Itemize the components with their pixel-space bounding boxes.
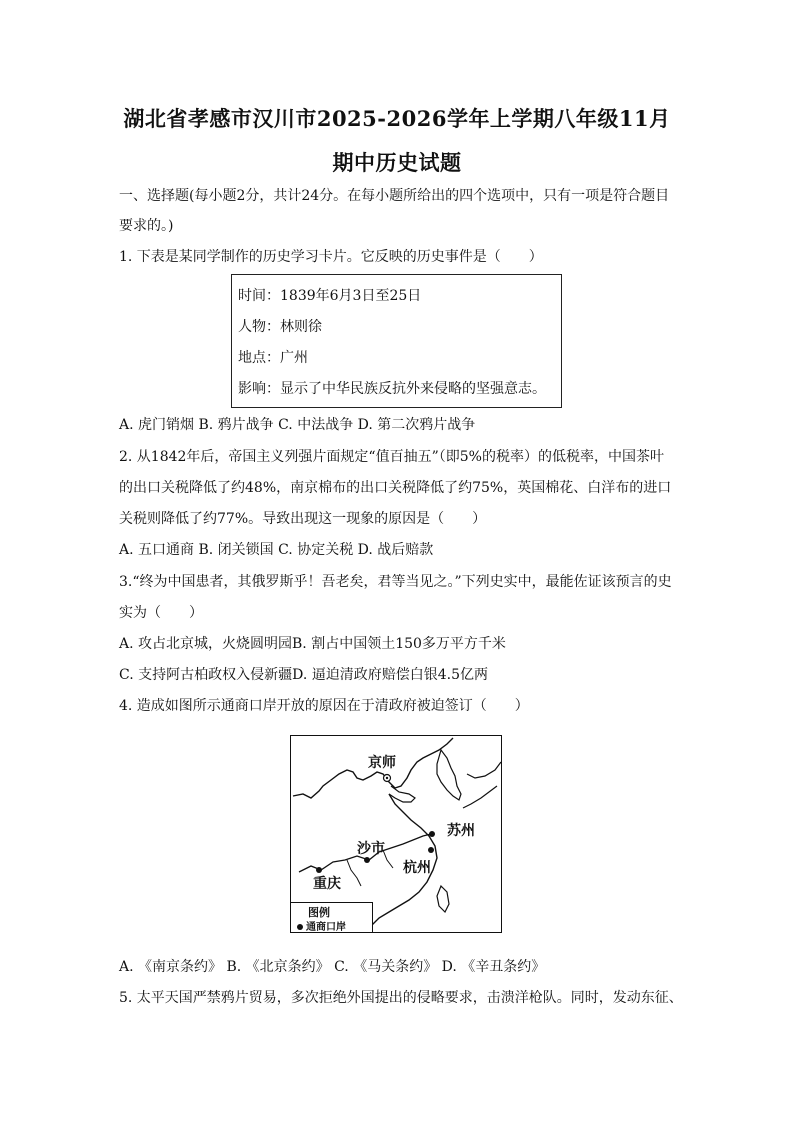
port-dot-icon [297,924,303,930]
label-capital: 京师 [368,755,396,771]
question-3-line1: 3.“终为中国患者，其俄罗斯乎！吾老矣，君等当见之。”下列史实中，最能佐证该预言的史 [119,574,672,590]
exam-title-line1: 湖北省孝感市汉川市2025-2026学年上学期八年级11月 [123,106,671,131]
map-legend [291,902,373,932]
label-shashi: 沙市 [357,841,385,857]
label-hangzhou: 杭州 [403,860,431,876]
question-3-options-ab: A. 攻占北京城，火烧圆明园B. 割占中国领土150多万平方千米 [119,636,506,652]
exam-title-line2: 期中历史试题 [332,150,462,175]
section-instructions-line1: 一、选择题(每小题2分，共计24分。在每小题所给出的四个选项中，只有一项是符合题目 [119,188,670,204]
question-4-stem: 4. 造成如图所示通商口岸开放的原因在于清政府被迫签订（ ） [119,698,529,714]
question-2-line2: 的出口关税降低了约48%，南京棉布的出口关税降低了约75%，英国棉花、白洋布的进口 [119,480,672,496]
legend-title: 图例 [308,906,330,919]
treaty-ports-map [290,735,502,933]
question-3-options-cd: C. 支持阿古柏政权入侵新疆D. 逼迫清政府赔偿白银4.5亿两 [119,667,489,683]
label-chongqing: 重庆 [313,876,341,892]
legend-item-label: 通商口岸 [306,922,346,933]
question-3-line2: 实为（ ） [119,605,203,621]
question-5-line1: 5. 太平天国严禁鸦片贸易，多次拒绝外国提出的侵略要求，击溃洋枪队。同时，发动东征、 [119,990,683,1006]
section-instructions-line2: 要求的。) [119,218,174,234]
question-2-options: A. 五口通商 B. 闭关锁国 C. 协定关税 D. 战后赔款 [119,542,434,558]
question-1-options: A. 虎门销烟 B. 鸦片战争 C. 中法战争 D. 第二次鸦片战争 [119,417,476,433]
card-person: 人物：林则徐 [238,319,322,335]
card-place: 地点：广州 [238,350,308,366]
card-time: 时间：1839年6月3日至25日 [238,288,422,304]
question-1-stem: 1. 下表是某同学制作的历史学习卡片。它反映的历史事件是（ ） [119,249,543,265]
label-suzhou: 苏州 [447,823,475,839]
question-2-line1: 2. 从1842年后，帝国主义列强片面规定“值百抽五”（即5%的税率）的低税率，中国茶叶 [119,449,664,465]
card-impact: 影响：显示了中华民族反抗外来侵略的坚强意志。 [238,381,546,397]
legend-item [297,918,346,933]
question-4-options: A. 《南京条约》 B. 《北京条约》 C. 《马关条约》 D. 《辛丑条约》 [119,959,546,975]
question-2-line3: 关税则降低了约77%。导致出现这一现象的原因是（ ） [119,511,487,527]
